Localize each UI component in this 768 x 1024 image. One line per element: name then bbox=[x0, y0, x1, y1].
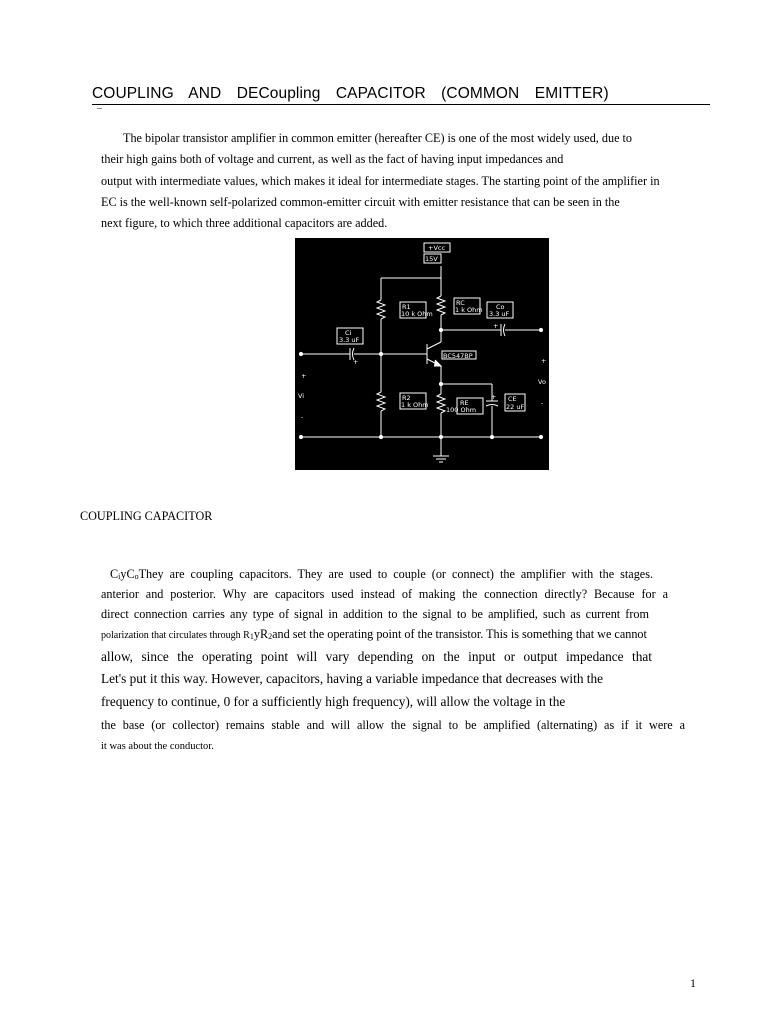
vi-plus: + bbox=[301, 372, 307, 380]
ci-name: Ci bbox=[345, 329, 352, 337]
co-name: Co bbox=[496, 303, 505, 311]
co-plus: + bbox=[493, 322, 499, 330]
section-line-7: frequency to continue, 0 for a sufficiently high frequency), will allow the voltage in the bbox=[101, 694, 566, 709]
vi-minus: - bbox=[301, 413, 304, 421]
intro-line-1: The bipolar transistor amplifier in common emitter (hereafter CE) is one of the most widely used, due to bbox=[123, 131, 633, 145]
intro-line-5: next figure, to which three additional capacitors are added. bbox=[101, 216, 388, 230]
page-number: 1 bbox=[690, 976, 696, 990]
section-line-4: polarization that circulates through R1yR2and set the operating point of the transistor. This is something that we cannot bbox=[101, 627, 647, 641]
section-line-9: it was about the conductor. bbox=[101, 741, 214, 752]
co-plate-2 bbox=[504, 324, 506, 336]
ce-value: 22 uF bbox=[506, 403, 525, 411]
rc-value: 1 k Ohm bbox=[455, 306, 483, 314]
vcc-label: +Vcc bbox=[428, 244, 446, 252]
ce-name: CE bbox=[508, 395, 517, 403]
co-value: 3.3 uF bbox=[489, 310, 510, 318]
section-line-6: Let's put it this way. However, capacitors, having a variable impedance that decreases with the bbox=[101, 671, 604, 686]
vo-plus: + bbox=[541, 357, 547, 365]
ce-plus: + bbox=[491, 393, 497, 401]
section-heading bbox=[80, 509, 212, 524]
ce-plate-2 bbox=[486, 405, 498, 407]
re-resistor bbox=[437, 394, 445, 413]
section-line-3: direct connection carries any type of signal in addition to the signal to be amplified, such as current from bbox=[101, 607, 649, 621]
re-value: 100 Ohm bbox=[446, 406, 477, 414]
circuit-schematic bbox=[295, 238, 549, 470]
r2-name: R2 bbox=[402, 394, 411, 402]
r1-value: 10 k Ohm bbox=[401, 310, 433, 318]
r2-value: 1 k Ohm bbox=[401, 401, 429, 409]
section-line-8: the base (or collector) remains stable and will allow the signal to be amplified (alternating) as if it were a bbox=[101, 718, 685, 732]
decorative-mark bbox=[97, 108, 102, 109]
rc-name: RC bbox=[456, 299, 465, 307]
vo-label: Vo bbox=[538, 378, 546, 386]
vi-label: Vi bbox=[298, 392, 305, 400]
intro-line-4: EC is the well-known self-polarized common-emitter circuit with emitter resistance that can be seen in the bbox=[101, 195, 620, 209]
ci-plus: + bbox=[353, 358, 359, 366]
section-line-5: allow, since the operating point will vary depending on the input or output impedance that bbox=[101, 649, 652, 664]
re-name: RE bbox=[460, 399, 469, 407]
page-title: COUPLING AND DECoupling CAPACITOR (COMMON EMITTER) bbox=[92, 85, 710, 105]
intro-line-3: output with intermediate values, which makes it ideal for intermediate stages. The starting point of the amplifier in bbox=[101, 174, 660, 188]
vo-minus: - bbox=[541, 399, 544, 407]
section-heading-text: COUPLING CAPACITOR bbox=[80, 509, 213, 523]
transistor-model: BC547BP bbox=[443, 352, 473, 360]
r2-resistor bbox=[377, 392, 385, 411]
section-line-1: CiyCoThey are coupling capacitors. They are used to couple (or connect) the amplifier with the stages. bbox=[110, 567, 653, 581]
r1-resistor bbox=[377, 300, 385, 319]
ci-value: 3.3 uF bbox=[339, 336, 360, 344]
vcc-value: 15V bbox=[425, 255, 438, 263]
intro-line-2: their high gains both of voltage and current, as well as the fact of having input impedances and bbox=[101, 152, 564, 166]
rc-resistor bbox=[437, 296, 445, 315]
r1-name: R1 bbox=[402, 303, 411, 311]
section-line-2: anterior and posterior. Why are capacitors used instead of making the connection directly? Because for a bbox=[101, 587, 668, 601]
